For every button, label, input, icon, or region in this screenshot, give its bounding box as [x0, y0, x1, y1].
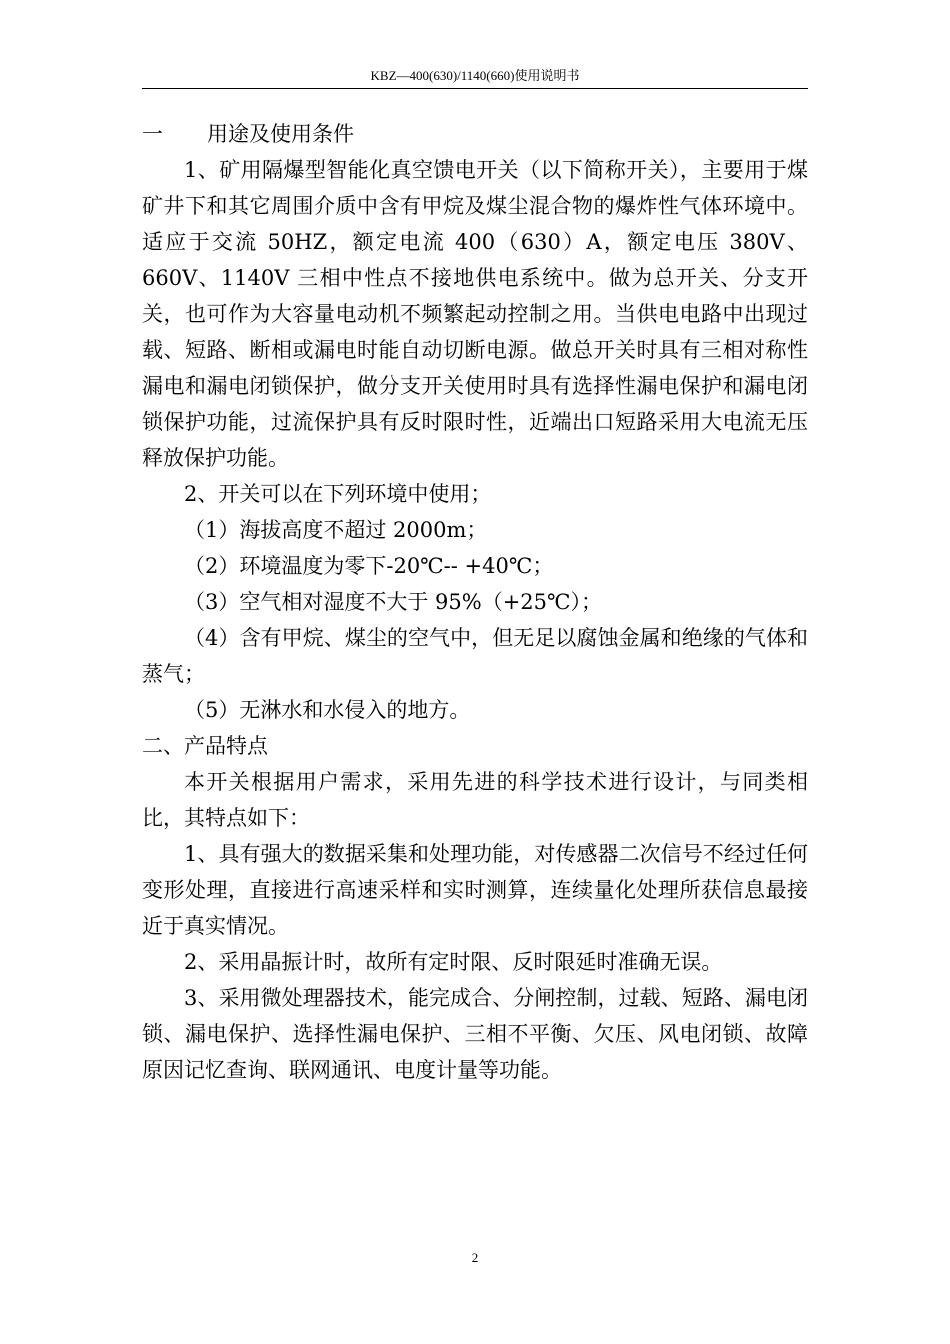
feature-item-1: 1、具有强大的数据采集和处理功能，对传感器二次信号不经过任何变形处理，直接进行高速采样和实时测算，连续量化处理所获信息最接近于真实情况。 — [142, 842, 808, 938]
section-1-heading — [142, 116, 808, 152]
section-1-paragraph-2: 2、开关可以在下列环境中使用； — [184, 482, 492, 506]
feature-item-3: 3、采用微处理器技术，能完成合、分闸控制，过载、短路、漏电闭锁、漏电保护、选择性漏电保护、三相不平衡、欠压、风电闭锁、故障原因记忆查询、联网通讯、电度计量等功能。 — [142, 986, 808, 1082]
section-1-title: 用途及使用条件 — [207, 122, 354, 146]
section-2-heading: 二、产品特点 — [142, 734, 268, 758]
condition-item-1: （1）海拔高度不超过 2000m； — [184, 518, 488, 542]
header-rule — [142, 88, 808, 89]
section-1-number: 一 — [142, 122, 163, 146]
page-footer — [142, 1250, 808, 1266]
condition-item-5: （5）无淋水和水侵入的地方。 — [184, 698, 471, 722]
page-number: 2 — [471, 1250, 479, 1265]
section-1-paragraph-1: 1、矿用隔爆型智能化真空馈电开关（以下简称开关），主要用于煤矿井下和其它周围介质中含有甲烷及煤尘混合物的爆炸性气体环境中。适应于交流 50HZ，额定电流 400（630）A，额定电压 380V、660V、1140V 三相中性点不接地供电系统中。做为总开关、分支开关，也可作为大容量电动机不频繁起动控制之用。当供电电路中出现过载、短路、断相或漏电时能自动切断电源。做总开关时具有三相对称性漏电和漏电闭锁保护，做分支开关使用时具有选择性漏电保护和漏电闭锁保护功能，过流保护具有反时限时性，近端出口短路采用大电流无压释放保护功能。 — [142, 158, 808, 470]
condition-item-4: （4）含有甲烷、煤尘的空气中，但无足以腐蚀金属和绝缘的气体和蒸气； — [142, 626, 808, 686]
condition-item-3: （3）空气相对湿度不大于 95%（+25℃）； — [184, 590, 603, 614]
document-body — [142, 116, 808, 1088]
condition-item-2: （2）环境温度为零下-20℃-- +40℃； — [184, 554, 554, 578]
page-header — [142, 68, 808, 84]
header-title: KBZ—400(630)/1140(660)使用说明书 — [370, 68, 580, 83]
feature-item-2: 2、采用晶振计时，故所有定时限、反时限延时准确无误。 — [184, 950, 723, 974]
section-2-intro: 本开关根据用户需求，采用先进的科学技术进行设计，与同类相比，其特点如下： — [142, 770, 808, 830]
